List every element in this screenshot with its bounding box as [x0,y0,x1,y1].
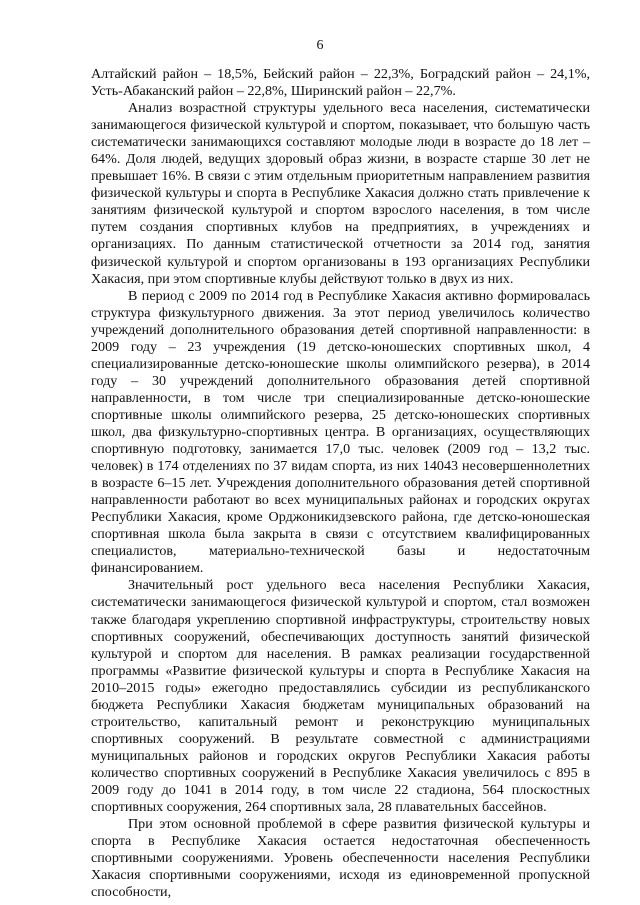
paragraph-4: Значительный рост удельного веса населения Республики Хакасия, систематически занимающегося физической культурой и спортом, стал возможен также благодаря укреплению спортивной инфраструктуры, строительству новых спортивных сооружений, обеспечивающих доступность занятий физической культурой и спортом для населения. В рамках реализации государственной программы «Развитие физической культуры и спорта в Республике Хакасия на 2010–2015 годы» ежегодно предоставлялись субсидии из республиканского бюджета Республики Хакасия бюджетам муниципальных образований на строительство, капитальный ремонт и реконструкцию муниципальных спортивных сооружений. В результате совместной с администрациями муниципальных районов и городских округов Республики Хакасия работы количество спортивных сооружений в Республике Хакасия увеличилось с 895 в 2009 году до 1041 в 2014 году, в том числе 22 стадиона, 564 плоскостных спортивных сооружения, 264 спортивных зала, 28 плавательных бассейнов. [91,577,590,816]
paragraph-2: Анализ возрастной структуры удельного веса населения, систематически занимающегося физической культурой и спортом, показывает, что большую часть систематически занимающихся составляют молодые люди в возрасте до 18 лет – 64%. Доля людей, ведущих здоровый образ жизни, в возрасте старше 30 лет не превышает 16%. В связи с этим отдельным приоритетным направлением развития физической культуры и спорта в Республике Хакасия должно стать привлечение к занятиям физической культурой и спортом взрослого населения, в том числе путем создания спортивных клубов на предприятиях, в учреждениях и организациях. По данным статистической отчетности за 2014 год, занятия физической культурой и спортом организованы в 193 организациях Республики Хакасия, при этом спортивные клубы действуют только в двух из них. [91,100,590,287]
paragraph-5: При этом основной проблемой в сфере развития физической культуры и спорта в Республике Хакасия остается недостаточная обеспеченность спортивными сооружениями. Уровень обеспеченности населения Республики Хакасия спортивными сооружениями, исходя из единовременной пропускной способности, [91,816,590,901]
page-number: 6 [316,38,324,53]
paragraph-1: Алтайский район – 18,5%, Бейский район – 22,3%, Боградский район – 24,1%, Усть-Абаканский район – 22,8%, Ширинский район – 22,7%. [91,66,590,100]
document-body [91,66,590,901]
paragraph-3: В период с 2009 по 2014 год в Республике Хакасия активно формировалась структура физкультурного движения. За этот период увеличилось количество учреждений дополнительного образования детей спортивной направленности: в 2009 году – 23 учреждения (19 детско-юношеских спортивных школ, 4 специализированные детско-юношеские школы олимпийского резерва), в 2014 году – 30 учреждений дополнительного образования детей спортивной направленности, в том числе три специализированные детско-юношеские спортивные школы олимпийского резерва, 25 детско-юношеских спортивных школ, два физкультурно-спортивных центра. В организациях, осуществляющих спортивную подготовку, занимается 17,0 тыс. человек (2009 год – 13,2 тыс. человек) в 174 отделениях по 37 видам спорта, из них 14043 несовершеннолетних в возрасте 6–15 лет. Учреждения дополнительного образования детей спортивной направленности работают во всех муниципальных районах и городских округах Республики Хакасия, кроме Орджоникидзевского района, где детско-юношеская спортивная школа была закрыта в связи с отсутствием квалифицированных специалистов, материально-технической базы и недостаточным финансированием. [91,287,590,577]
